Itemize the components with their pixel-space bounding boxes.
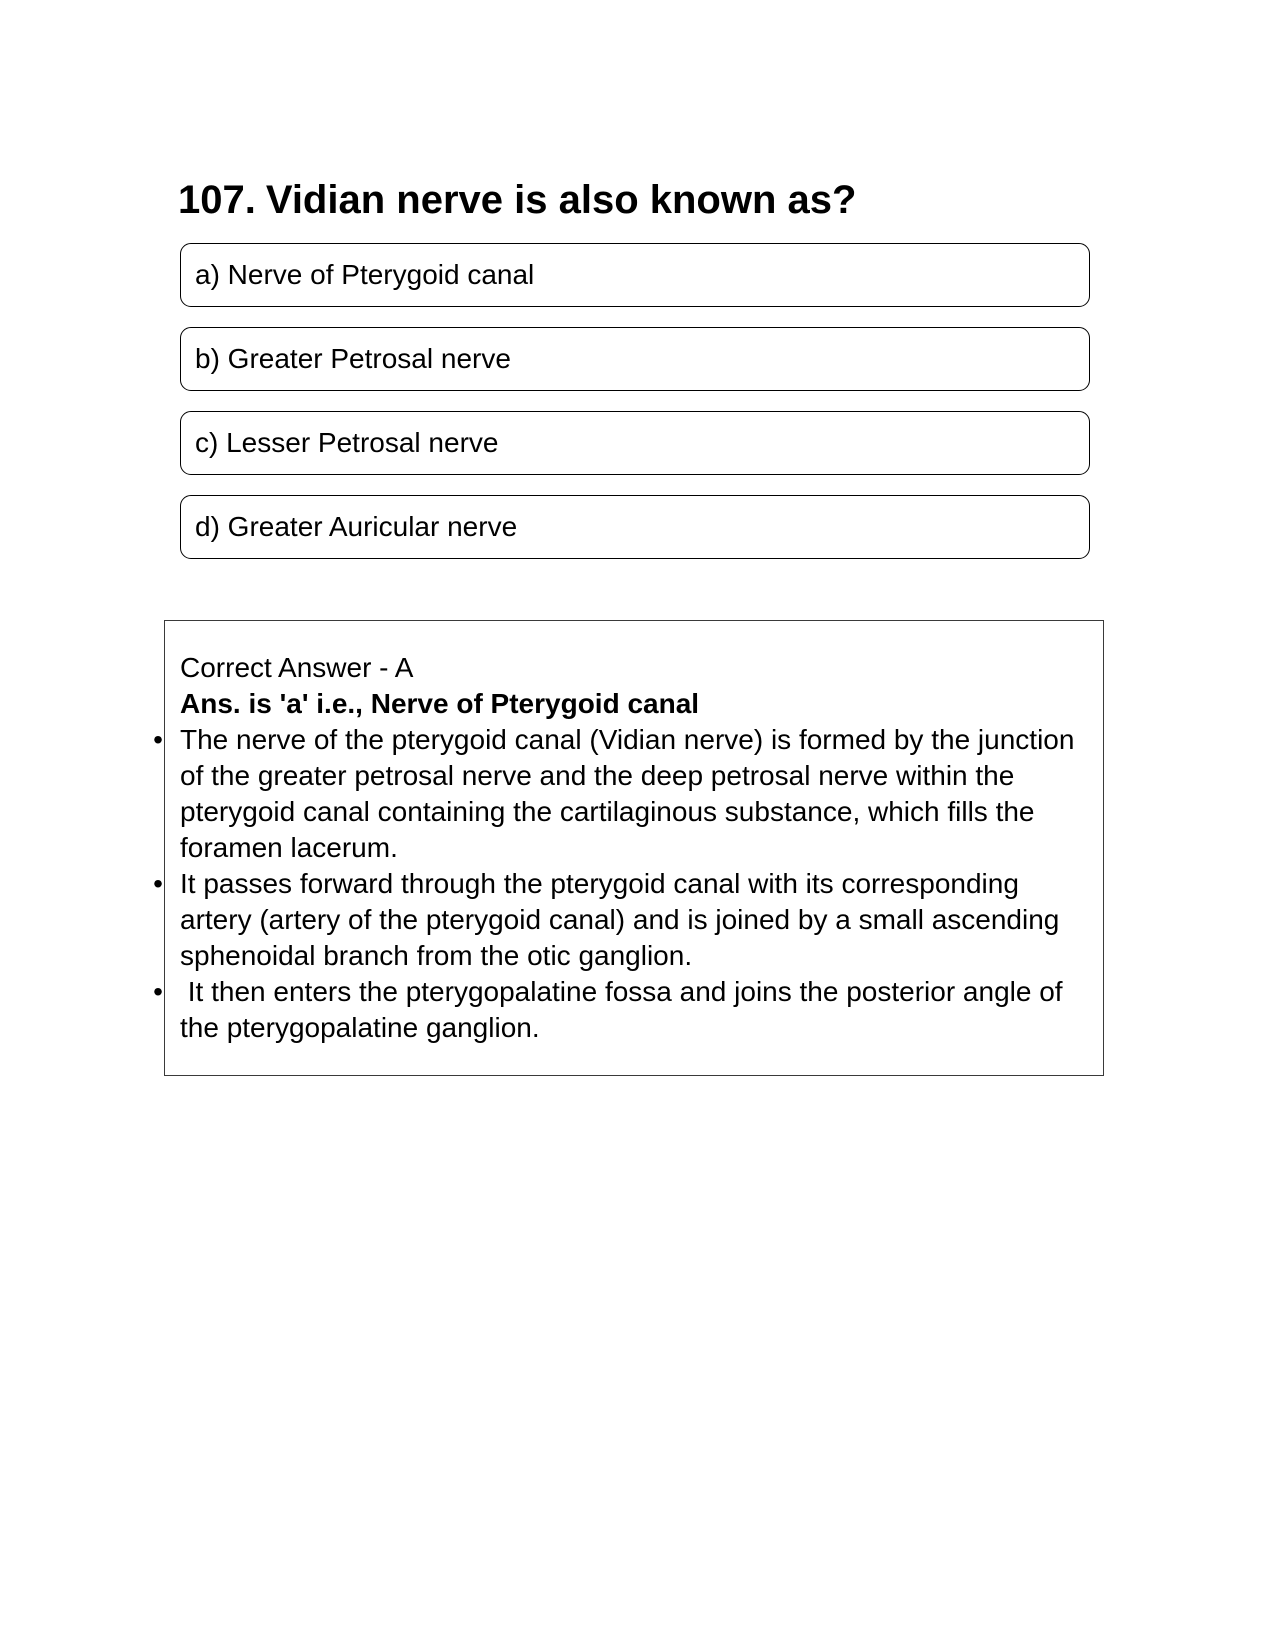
option-b[interactable]: b) Greater Petrosal nerve (180, 327, 1090, 391)
explanation-text: It passes forward through the pterygoid canal with its corresponding artery (artery of the pterygoid canal) and is joined by a small ascending sphenoidal branch from the otic ganglion. (180, 868, 1060, 971)
bullet-icon: • (153, 724, 163, 755)
question-number: 107. (178, 178, 256, 222)
explanation-item (153, 974, 1092, 1046)
explanation-text: The nerve of the pterygoid canal (Vidian nerve) is formed by the junction of the greater petrosal nerve and the deep petrosal nerve within the pterygoid canal containing the cartilaginous substance, which fills the foramen lacerum. (180, 724, 1075, 863)
explanation-text: It then enters the pterygopalatine fossa and joins the posterior angle of the pterygopalatine ganglion. (180, 976, 1071, 1043)
correct-answer-line: Correct Answer - A (180, 652, 414, 683)
bullet-icon: • (153, 868, 163, 899)
bullet-icon: • (153, 976, 163, 1007)
question-title (178, 176, 856, 224)
question-text: Vidian nerve is also known as? (265, 178, 857, 222)
option-c[interactable]: c) Lesser Petrosal nerve (180, 411, 1090, 475)
option-d[interactable]: d) Greater Auricular nerve (180, 495, 1090, 559)
option-a[interactable]: a) Nerve of Pterygoid canal (180, 243, 1090, 307)
answer-heading: Ans. is 'a' i.e., Nerve of Pterygoid canal (180, 688, 700, 719)
explanation-item (153, 722, 1092, 866)
explanation-list (153, 722, 1092, 1046)
explanation-item (153, 866, 1092, 974)
answer-explanation (153, 650, 1092, 1046)
